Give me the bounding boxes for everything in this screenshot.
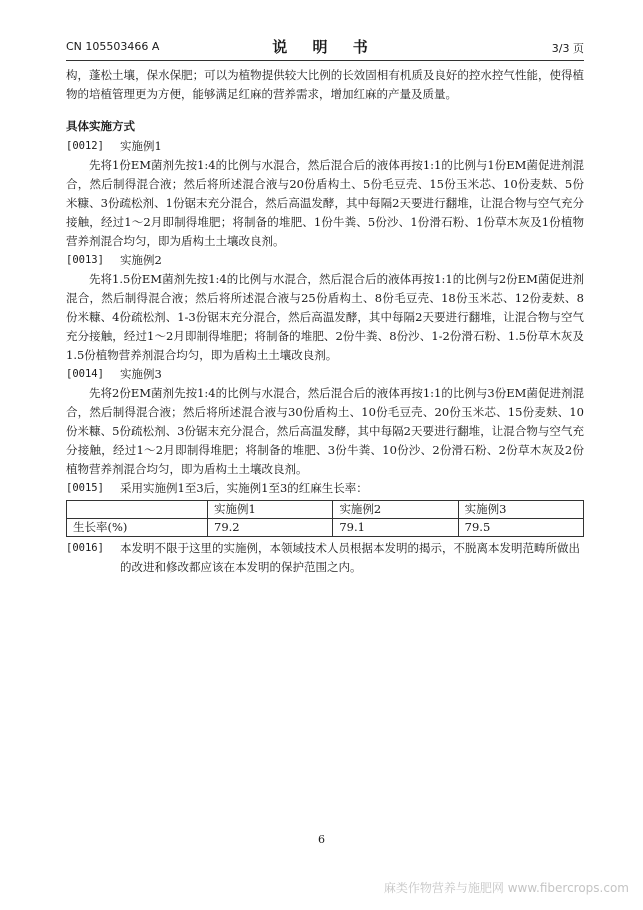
page-header: [66, 36, 584, 58]
example-title: 实施例3: [120, 367, 162, 381]
example-body: 先将1份EM菌剂先按1:4的比例与水混合，然后混合后的液体再按1:1的比例与1份EM菌促进剂混合，然后制得混合液；然后将所述混合液与20份盾构土、5份毛豆壳、15份玉米芯、10份麦麸、5份米糠、3份疏松剂、1份锯末充分混合，然后高温发酵，其中每隔2天要进行翻堆，让混合物与空气充分接触，经过1～2月即制得堆肥；将制备的堆肥、1份牛粪、5份沙、1份滑石粉、1份草木灰及1份植物营养剂混合均匀，即为盾构土土壤改良剂。: [66, 158, 584, 248]
paragraph-tag: [0013]: [66, 254, 104, 266]
table-cell: 79.5: [458, 519, 583, 537]
paragraph-tag: [0014]: [66, 368, 104, 380]
section-heading: 具体实施方式: [66, 119, 135, 133]
page-number: 6: [318, 833, 325, 846]
growth-rate-table: [66, 500, 584, 537]
document-body: [66, 66, 584, 577]
table-cell: 实施例1: [208, 501, 333, 519]
table-cell: 实施例2: [333, 501, 458, 519]
paragraph-tag: [0015]: [66, 482, 104, 494]
table-row: [67, 519, 584, 537]
document-title: 说 明 书: [272, 38, 378, 56]
example-paragraph: [66, 137, 584, 251]
intro-paragraph: 构，蓬松土壤，保水保肥；可以为植物提供较大比例的长效固相有机质及良好的控水控气性能，使得植物的培植管理更为方便，能够满足红麻的营养需求，增加红麻的产量及质量。: [66, 68, 584, 101]
table-cell: 实施例3: [458, 501, 583, 519]
closing-text: 本发明不限于这里的实施例，本领域技术人员根据本发明的揭示，不脱离本发明范畴所做出的改进和修改都应该在本发明的保护范围之内。: [120, 541, 580, 574]
example-title: 实施例2: [120, 253, 162, 267]
table-cell: 79.1: [333, 519, 458, 537]
table-header-row: [67, 501, 584, 519]
example-paragraph: [66, 251, 584, 365]
results-intro: 采用实施例1至3后，实施例1至3的红麻生长率：: [120, 481, 368, 495]
paragraph-tag: [0016]: [66, 542, 104, 554]
results-paragraph: [66, 479, 584, 498]
example-title: 实施例1: [120, 139, 162, 153]
example-body: 先将1.5份EM菌剂先按1:4的比例与水混合，然后混合后的液体再按1:1的比例与2份EM菌促进剂混合，然后制得混合液；然后将所述混合液与25份盾构土、8份毛豆壳、18份玉米芯、12份麦麸、8份米糠、4份疏松剂、1-3份锯末充分混合，然后高温发酵，其中每隔2天要进行翻堆，让混合物与空气充分接触，经过1～2月即制得堆肥；将制备的堆肥、2份牛粪、8份沙、1-2份滑石粉、1.5份草木灰及1.5份植物营养剂混合均匀，即为盾构土土壤改良剂。: [66, 272, 584, 362]
site-watermark: 麻类作物营养与施肥网 www.fibercrops.com: [383, 881, 629, 895]
patent-number: CN 105503466 A: [66, 40, 160, 53]
page-counter: 3/3 页: [551, 42, 584, 55]
example-paragraph: [66, 365, 584, 479]
example-body: 先将2份EM菌剂先按1:4的比例与水混合，然后混合后的液体再按1:1的比例与3份EM菌促进剂混合，然后制得混合液；然后将所述混合液与30份盾构土、10份毛豆壳、20份玉米芯、15份麦麸、10份米糠、5份疏松剂、3份锯末充分混合，然后高温发酵，其中每隔2天要进行翻堆，让混合物与空气充分接触，经过1～2月即制得堆肥；将制备的堆肥、3份牛粪、10份沙、2份滑石粉、2份草木灰及2份植物营养剂混合均匀，即为盾构土土壤改良剂。: [66, 386, 584, 476]
table-cell: 生长率(%): [67, 519, 208, 537]
closing-paragraph: [66, 539, 584, 577]
table-cell: [67, 501, 208, 519]
paragraph-tag: [0012]: [66, 140, 104, 152]
table-cell: 79.2: [208, 519, 333, 537]
header-divider: [66, 60, 584, 61]
